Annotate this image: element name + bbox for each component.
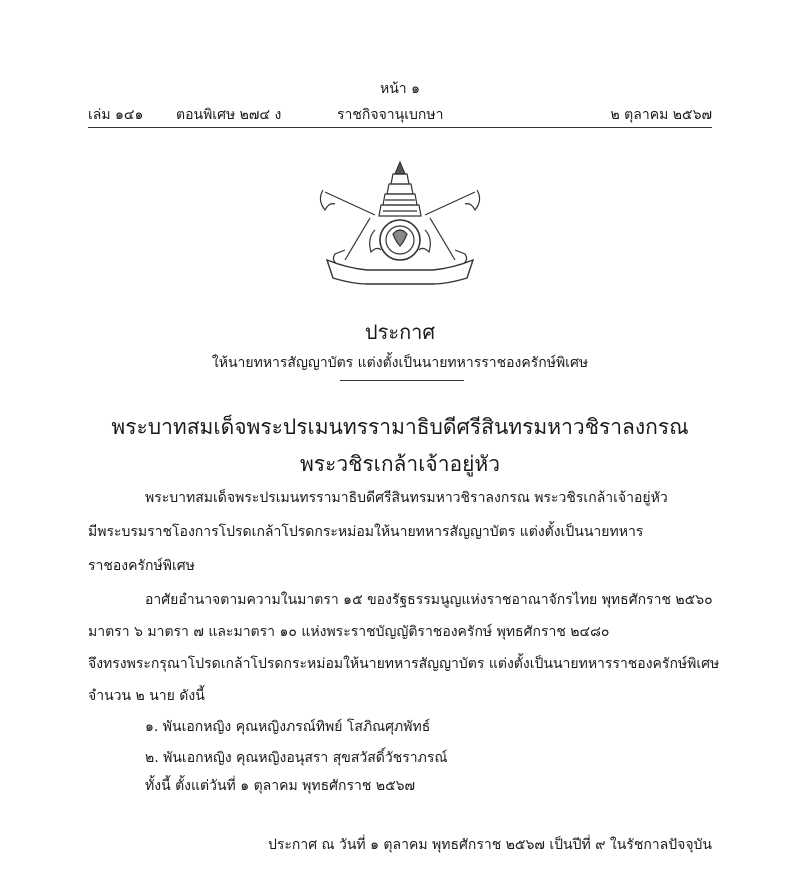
paragraph-2-line-2: มาตรา ๖ มาตรา ๗ และมาตรา ๑๐ แห่งพระราชบัญญัติราชองครักษ์ พุทธศักราช ๒๔๘๐	[88, 624, 610, 640]
king-name-line1: พระบาทสมเด็จพระปรเมนทรรามาธิบดีศรีสินทรมหาวชิราลงกรณ	[111, 415, 689, 439]
royal-emblem-icon	[315, 160, 485, 285]
paragraph-1-line-2: มีพระบรมราชโองการโปรดเกล้าโปรดกระหม่อมให้นายทหารสัญญาบัตร แต่งตั้งเป็นนายทหาร	[88, 524, 644, 540]
closing-statement: ประกาศ ณ วันที่ ๑ ตุลาคม พุทธศักราช ๒๕๖๗ เป็นปีที่ ๙ ในรัชกาลปัจจุบัน	[267, 837, 712, 853]
paragraph-2-line-1: อาศัยอำนาจตามความในมาตรา ๑๕ ของรัฐธรรมนูญแห่งราชอาณาจักรไทย พุทธศักราช ๒๕๖๐	[145, 592, 713, 608]
king-name-line2: พระวชิรเกล้าเจ้าอยู่หัว	[299, 452, 501, 476]
paragraph-2-line-4: จำนวน ๒ นาย ดังนี้	[88, 688, 205, 704]
page-number: หน้า ๑	[380, 81, 420, 97]
paragraph-2-line-3: จึงทรงพระกรุณาโปรดเกล้าโปรดกระหม่อมให้นายทหารสัญญาบัตร แต่งตั้งเป็นนายทหารราชองครักษ์พิเศษ	[88, 656, 720, 672]
list-item: ๑. พันเอกหญิง คุณหญิงภรณ์ทิพย์ โสภิณศุภพัทธ์	[145, 719, 431, 735]
section-label: ตอนพิเศษ ๒๗๔ ง	[176, 107, 282, 123]
announcement-title: ประกาศ	[364, 320, 436, 344]
title-divider	[340, 380, 464, 381]
announcement-subtitle: ให้นายทหารสัญญาบัตร แต่งตั้งเป็นนายทหารราชองครักษ์พิเศษ	[211, 355, 589, 371]
volume-label: เล่ม ๑๔๑	[88, 107, 144, 123]
header-divider	[88, 127, 712, 128]
paragraph-1-line-3: ราชองครักษ์พิเศษ	[88, 558, 195, 574]
gazette-name: ราชกิจจานุเบกษา	[337, 107, 444, 123]
issue-date: ๒ ตุลาคม ๒๕๖๗	[610, 107, 712, 123]
paragraph-1-line-1: พระบาทสมเด็จพระปรเมนทรรามาธิบดีศรีสินทรมหาวชิราลงกรณ พระวชิรเกล้าเจ้าอยู่หัว	[145, 490, 668, 506]
list-item: ๒. พันเอกหญิง คุณหญิงอนุสรา สุขสวัสดิ์วัชราภรณ์	[145, 750, 448, 766]
effective-date: ทั้งนี้ ตั้งแต่วันที่ ๑ ตุลาคม พุทธศักราช ๒๕๖๗	[145, 778, 416, 794]
